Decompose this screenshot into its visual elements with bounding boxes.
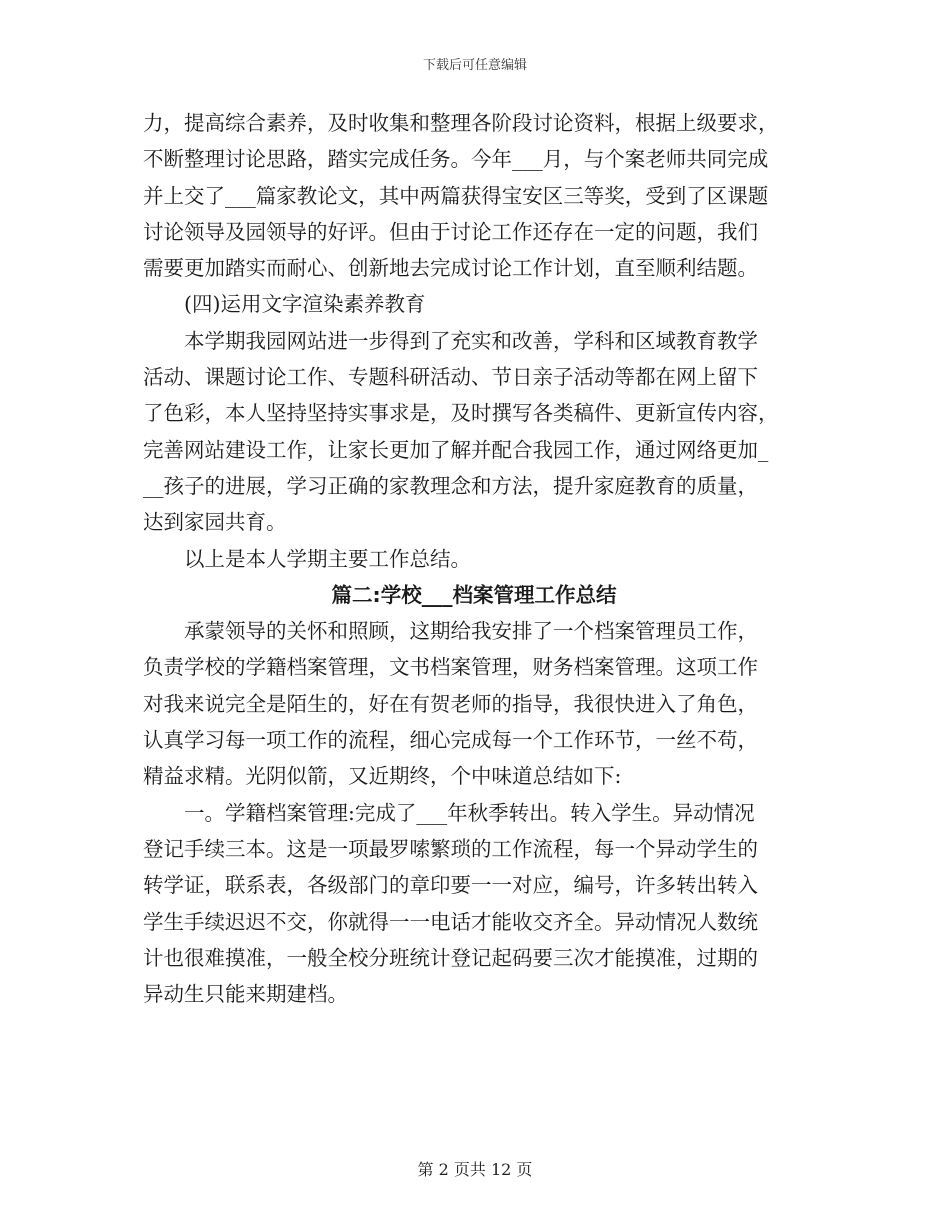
text-line: 并上交了___篇家教论文，其中两篇获得宝安区三等奖，受到了区课题: [143, 183, 769, 208]
paragraph-start: 本学期我园网站进一步得到了充实和改善，学科和区域教育教学: [184, 328, 758, 353]
text-line: 认真学习每一项工作的流程，细心完成每一个工作环节，一丝不苟，: [143, 728, 758, 753]
text-line: 对我来说完全是陌生的，好在有贺老师的指导，我很快进入了角色，: [143, 691, 758, 716]
text-line: 不断整理讨论思路，踏实完成任务。今年___月，与个案老师共同完成: [143, 147, 769, 172]
page-header: 下载后可任意编辑: [422, 58, 527, 73]
text-line: 学生手续迟迟不交，你就得一一电话才能收交齐全。异动情况人数统: [143, 909, 758, 934]
text-line: 异动生只能来期建档。: [143, 982, 348, 1007]
text-line: 负责学校的学籍档案管理，文书档案管理，财务档案管理。这项工作: [143, 655, 758, 680]
paragraph-start: 承蒙领导的关怀和照顾，这期给我安排了一个档案管理员工作，: [184, 619, 758, 644]
text-line: 需要更加踏实而耐心、创新地去完成讨论工作计划，直至顺利结题。: [143, 256, 758, 281]
paragraph-start: 以上是本人学期主要工作总结。: [184, 546, 471, 571]
text-line: 达到家园共育。: [143, 510, 287, 535]
text-line: 了色彩，本人坚持坚持实事求是，及时撰写各类稿件、更新宣传内容，: [143, 401, 779, 426]
text-line: 转学证，联系表，各级部门的章印要一一对应，编号，许多转出转入: [143, 873, 758, 898]
page-footer: 第 2 页共 12 页: [417, 1160, 533, 1179]
text-line: __孩子的进展，学习正确的家教理念和方法，提升家庭教育的质量，: [143, 473, 758, 498]
text-line: 计也很难摸准，一般全校分班统计登记起码要三次才能摸准，过期的: [143, 945, 758, 970]
text-line: 登记手续三本。这是一项最罗嗦繁琐的工作流程，每一个异动学生的: [143, 836, 758, 861]
paragraph-start: 一。学籍档案管理:完成了___年秋季转出。转入学生。异动情况: [184, 800, 755, 825]
document-body: [143, 105, 805, 1012]
text-line: 力，提高综合素养，及时收集和整理各阶段讨论资料，根据上级要求，: [143, 111, 779, 135]
section-heading: (四)运用文字渲染素养教育: [184, 292, 426, 317]
text-line: 精益求精。光阴似箭，又近期终，个中味道总结如下:: [143, 764, 622, 789]
text-line: 活动、课题讨论工作、专题科研活动、节日亲子活动等都在网上留下: [143, 365, 758, 390]
document-title: 篇二:学校___档案管理工作总结: [331, 582, 617, 607]
text-line: 完善网站建设工作，让家长更加了解并配合我园工作，通过网络更加_: [143, 437, 769, 462]
text-line: 讨论领导及园领导的好评。但由于讨论工作还存在一定的问题，我们: [143, 219, 758, 244]
